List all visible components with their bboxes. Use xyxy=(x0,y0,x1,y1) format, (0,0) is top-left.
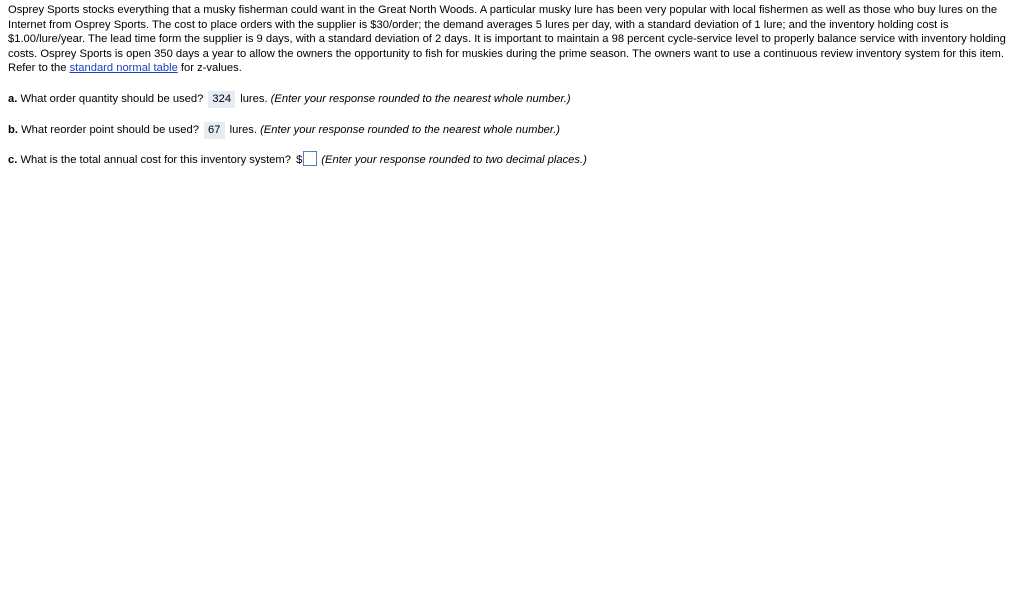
question-a-answer: 324 xyxy=(208,91,235,108)
question-c-prompt: What is the total annual cost for this inventory system? xyxy=(20,153,291,166)
question-c-currency: $ xyxy=(296,153,303,166)
question-a-unit: lures. xyxy=(240,92,268,105)
problem-statement xyxy=(8,3,1018,76)
question-b-letter: b. xyxy=(8,123,18,136)
question-b-unit: lures. xyxy=(229,123,257,136)
question-a xyxy=(8,90,1018,108)
question-a-prompt: What order quantity should be used? xyxy=(20,92,204,105)
question-c xyxy=(8,151,1018,169)
question-c-hint: (Enter your response rounded to two decimal places.) xyxy=(321,153,587,166)
question-b-answer: 67 xyxy=(204,122,224,139)
problem-text-after-link: for z-values. xyxy=(180,62,242,74)
total-annual-cost-input[interactable] xyxy=(303,151,317,166)
question-b xyxy=(8,121,1018,139)
standard-normal-table-link[interactable]: standard normal table xyxy=(69,62,178,74)
question-c-letter: c. xyxy=(8,153,18,166)
question-page xyxy=(0,0,1024,169)
problem-text-before-link: Osprey Sports stocks everything that a musky fisherman could want in the Great North Woods. A particular musky lure has been very popular with local fishermen as well as those who buy lures on the Internet from Osprey Sports. The cost to place orders with the supplier is $30/order; the demand averages 5 lures per day, with a standard deviation of 1 lure; and the inventory holding cost is $1.00/lure/year. The lead time form the supplier is 9 days, with a standard deviation of 2 days. It is important to maintain a 98 percent cycle-service level to properly balance service with inventory holding costs. Osprey Sports is open 350 days a year to allow the owners the opportunity to fish for muskies during the prime season. The owners want to use a continuous review inventory system for this item. Refer to the xyxy=(8,4,1006,74)
question-a-hint: (Enter your response rounded to the nearest whole number.) xyxy=(270,92,571,105)
question-a-letter: a. xyxy=(8,92,18,105)
question-b-prompt: What reorder point should be used? xyxy=(21,123,199,136)
question-b-hint: (Enter your response rounded to the nearest whole number.) xyxy=(260,123,561,136)
